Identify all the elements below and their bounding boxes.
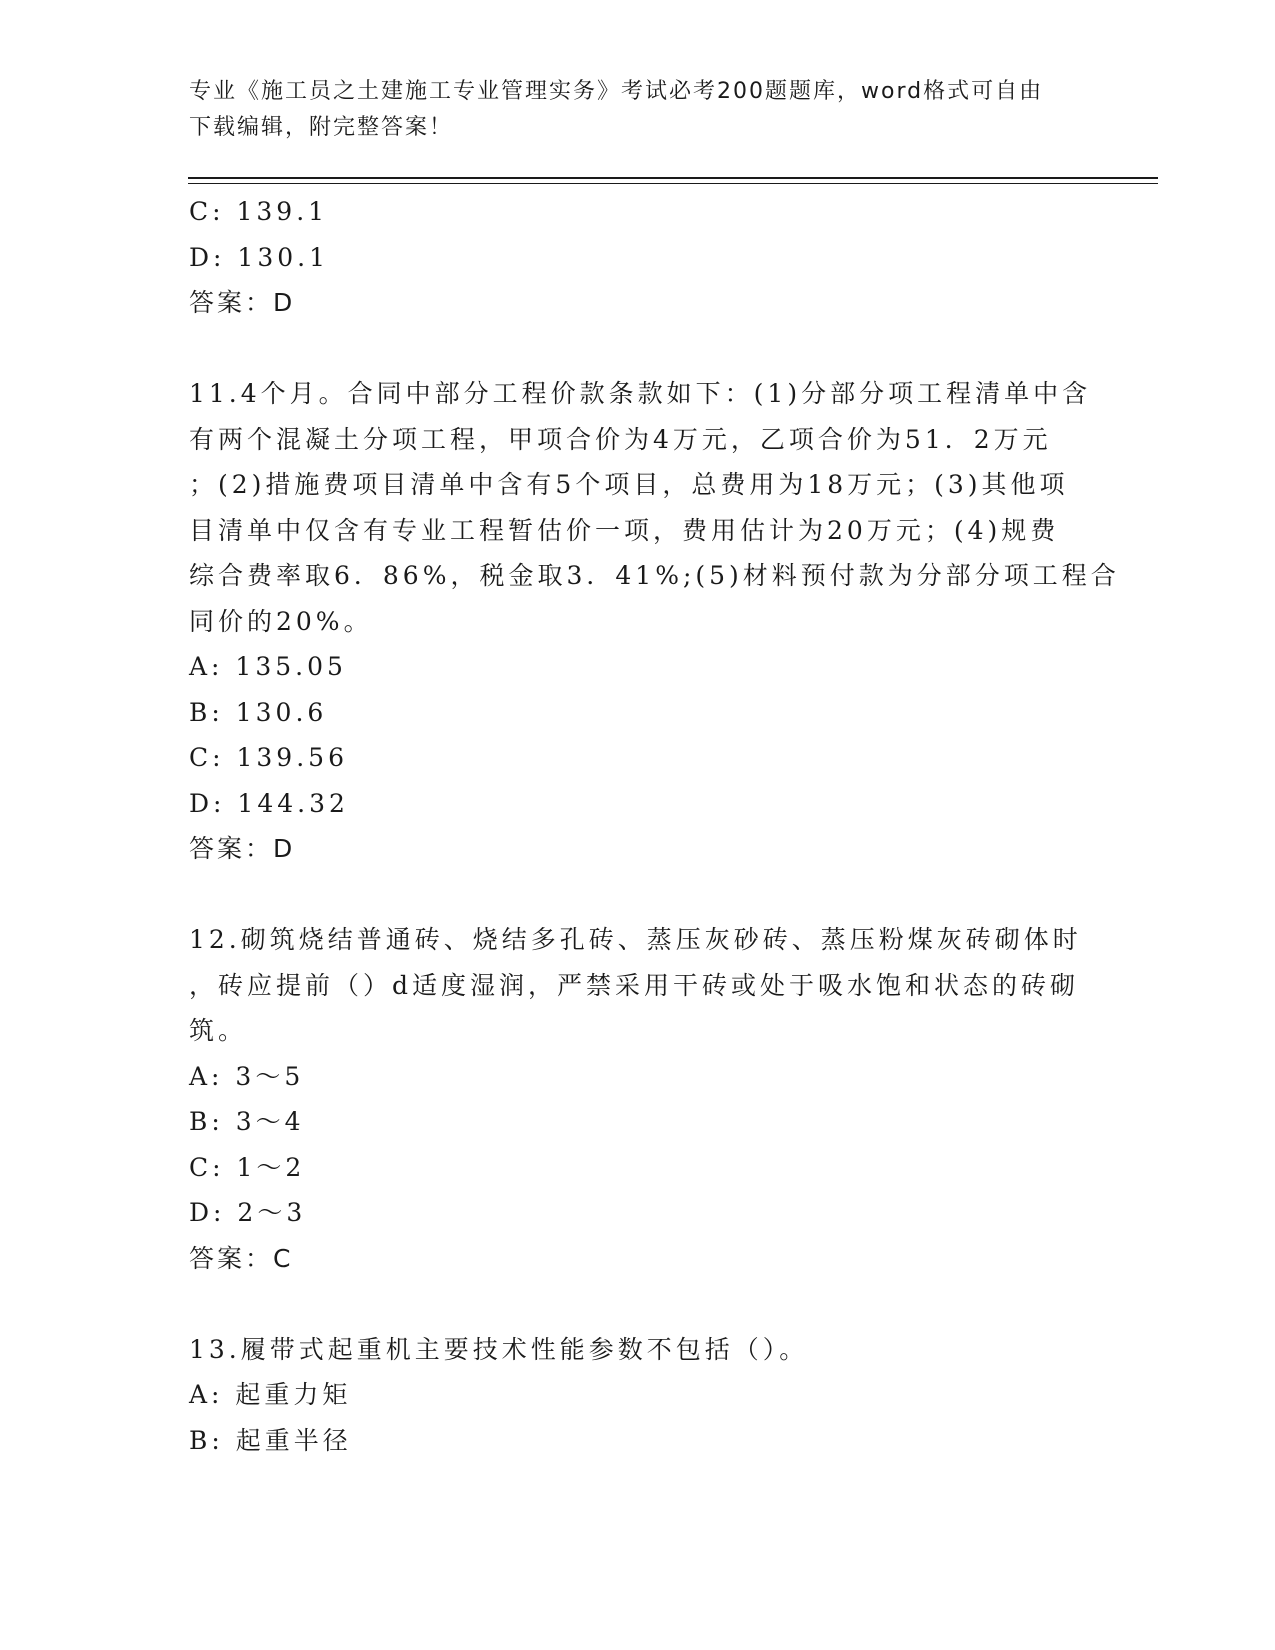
q11-stem-line: 同价的20%。 xyxy=(189,606,373,636)
q11-stem-line: ；(2)措施费项目清单中含有5个项目，总费用为18万元；(3)其他项 xyxy=(189,470,1069,499)
spacer xyxy=(189,326,1089,372)
q13-option-b: B: 起重半径 xyxy=(189,1425,352,1455)
q11-option-a: A: 135.05 xyxy=(189,652,347,681)
q12-stem-line: 筑。 xyxy=(189,1016,248,1045)
q11-answer: 答案：D xyxy=(189,834,296,863)
q12-stem xyxy=(189,917,1089,1054)
q13-option-a: A: 起重力矩 xyxy=(189,1380,352,1409)
q12-stem-line: ，砖应提前（）d适度湿润，严禁采用干砖或处于吸水饱和状态的砖砌 xyxy=(189,970,1080,1000)
q10-option-d: D: 130.1 xyxy=(189,242,329,272)
q10-answer: 答案：D xyxy=(189,288,296,317)
header-title-line-1: 专业《施工员之土建施工专业管理实务》考试必考200题题库，word格式可自由 xyxy=(189,79,1044,104)
question-content xyxy=(189,189,1120,1463)
spacer xyxy=(189,1281,1089,1327)
q11-stem xyxy=(189,371,1120,644)
q12-option-b: B: 3～4 xyxy=(189,1107,305,1136)
spacer xyxy=(189,872,1089,918)
q12-option-a: A: 3～5 xyxy=(189,1061,305,1091)
q11-stem-line: 11.4个月。合同中部分工程价款条款如下：(1)分部分项工程清单中含 xyxy=(189,379,1092,408)
page-header xyxy=(189,74,1089,146)
q11-stem-line: 目清单中仅含有专业工程暂估价一项，费用估计为20万元；(4)规费 xyxy=(189,515,1060,545)
q11-stem-line: 综合费率取6．86%，税金取3．41%;(5)材料预付款为分部分项工程合 xyxy=(189,561,1120,590)
q13-stem: 13.履带式起重机主要技术性能参数不包括（）。 xyxy=(189,1334,809,1364)
q10-option-c: C: 139.1 xyxy=(189,197,329,226)
q11-option-c: C: 139.56 xyxy=(189,743,348,772)
q12-option-c: C: 1～2 xyxy=(189,1152,306,1182)
header-divider-thin xyxy=(188,183,1158,184)
q12-answer: 答案：C xyxy=(189,1243,294,1273)
q12-option-d: D: 2～3 xyxy=(189,1198,307,1227)
q11-option-d: D: 144.32 xyxy=(189,788,349,818)
header-title-line-2: 下载编辑，附完整答案！ xyxy=(189,115,454,140)
q12-stem-line: 12.砌筑烧结普通砖、烧结多孔砖、蒸压灰砂砖、蒸压粉煤灰砖砌体时 xyxy=(189,925,1082,954)
q11-stem-line: 有两个混凝土分项工程，甲项合价为4万元，乙项合价为51．2万元 xyxy=(189,424,1052,454)
q11-option-b: B: 130.6 xyxy=(189,697,328,727)
header-divider-thick xyxy=(188,177,1158,179)
